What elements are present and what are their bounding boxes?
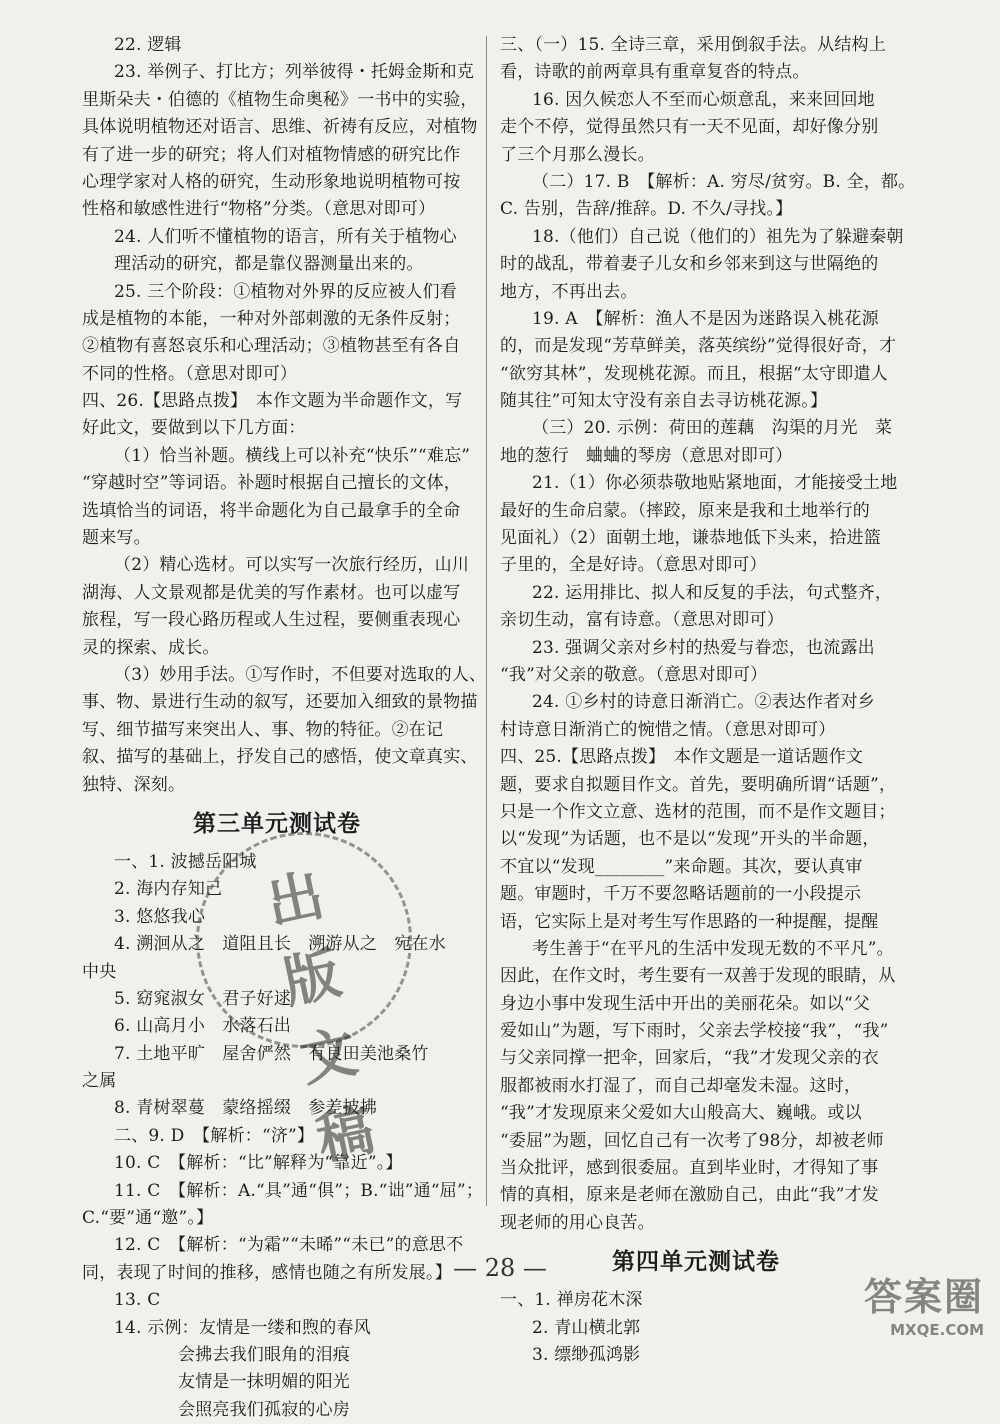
text-line: 3. 缥缈孤鸿影 [532, 1344, 641, 1365]
text-line: 7. 土地平旷 屋舍俨然 有良田美池桑竹 [114, 1043, 429, 1064]
text-line: 走个不停，觉得虽然只有一天不见面，却好像分别 [500, 117, 879, 138]
text-line: 时的战乱，带着妻子儿女和乡邻来到这与世隔绝的 [500, 254, 879, 275]
text-line: 旅程，写一段心路历程或人生过程，要侧重表现心 [82, 610, 461, 631]
text-line: 不同的性格。（意思对即可） [82, 363, 298, 384]
text-line: 爱如山”为题，写下雨时，父亲去学校接“我”，“我” [500, 1021, 889, 1042]
right-top-lines [500, 32, 916, 1237]
text-line: C. 告别，告辞/推辞。D. 不久/寻找。】 [500, 199, 793, 220]
text-line: 地方，不再出去。 [500, 281, 638, 302]
stamp-text: 出版文稿 [261, 861, 380, 1173]
text-line: 考生善于“在平凡的生活中发现无数的不平凡”。 [532, 938, 894, 959]
text-line: 现老师的用心良苦。 [500, 1212, 655, 1233]
text-line: 叙、描写的基础上，抒发自己的感悟，使文章真实、 [82, 747, 478, 768]
text-line: 2. 青山横北郭 [532, 1317, 641, 1338]
text-line: 不宜以“发现________”来命题。其次，要认真审 [500, 856, 863, 877]
text-line: 22. 运用排比、拟人和反复的手法，句式整齐， [532, 582, 893, 603]
text-line: 会照亮我们孤寂的心房 [178, 1399, 350, 1420]
text-line: ②植物有喜怒哀乐和心理活动；③植物甚至有各自 [82, 336, 461, 357]
text-line: 与父亲同撑一把伞，回家后，“我”才发现父亲的衣 [500, 1048, 879, 1069]
text-line: 写、细节描写来突出人、事、物的特征。②在记 [82, 719, 444, 740]
left-column [82, 32, 487, 1424]
text-line: 同，表现了时间的推移，感情也随之有所发展。】 [82, 1262, 452, 1283]
text-line: 选填恰当的词语，将半命题化为自己最拿手的全命 [82, 500, 461, 521]
text-line: 子里的，全是好诗。（意思对即可） [500, 555, 767, 576]
text-line: 看，诗歌的前两章具有重章复沓的特点。 [500, 62, 810, 83]
text-line: 4. 溯洄从之 道阻且长 溯游从之 宛在水 [114, 934, 446, 955]
text-line: 语，它实际上是对考生写作思路的一种提醒，提醒 [500, 911, 879, 932]
text-line: （1）恰当补题。横线上可以补充“快乐”“难忘” [114, 445, 471, 466]
text-line: 好此文，要做到以下几方面： [82, 418, 306, 439]
text-line: 22. 逻辑 [114, 35, 182, 55]
text-line: 成是植物的本能，一种对外部刺激的无条件反射； [82, 308, 461, 329]
text-line: 13. C [114, 1290, 161, 1311]
text-line: “我”对父亲的敬意。（意思对即可） [500, 664, 768, 685]
column-divider [486, 36, 487, 1206]
text-line: 最好的生命启蒙。（摔跤，原来是我和土地举行的 [500, 500, 870, 521]
text-line: 10. C 【解析：“比”解释为“靠近”。】 [114, 1153, 403, 1174]
text-line: 18.（他们）自己说（他们的）祖先为了躲避秦朝 [532, 226, 904, 247]
text-line: （三）20. 示例：荷田的莲藕 沟渠的月光 菜 [532, 418, 893, 439]
text-line: 灵的探索、成长。 [82, 637, 220, 658]
text-line: 友情是一抹明媚的阳光 [178, 1372, 350, 1393]
text-line: 情的真相，原来是老师在激励自己，由此“我”才发 [500, 1185, 879, 1206]
text-line: 会拂去我们眼角的泪痕 [178, 1344, 350, 1365]
text-line: 只是一个作文立意、选材的范围，而不是作文题目； [500, 801, 896, 822]
text-line: 12. C 【解析：“为霜”“未晞”“未已”的意思不 [114, 1235, 464, 1256]
watermark [864, 1266, 984, 1339]
text-line: 的，而是发现“芳草鲜美，落英缤纷”觉得很好奇，才 [500, 336, 897, 357]
page-number: — 28 — [453, 1254, 547, 1282]
text-line: 了三个月那么漫长。 [500, 144, 655, 165]
text-line: 当众批评，感到很委屈。直到毕业时，才得知了事 [500, 1158, 879, 1179]
text-line: 5. 窈窕淑女 君子好逑 [114, 988, 292, 1009]
text-line: 题，要求自拟题目作文。首先，要明确所谓“话题”， [500, 774, 897, 795]
text-line: 11. C 【解析：A.“具”通“俱”；B.“诎”通“屈”； [114, 1180, 484, 1201]
unit-three-heading: 第三单元测试卷 [193, 810, 361, 837]
text-line: 3. 悠悠我心 [114, 906, 206, 927]
text-line: 独特、深刻。 [82, 774, 186, 795]
text-line: 题来写。 [82, 528, 151, 549]
text-line: 因此，在作文时，考生要有一双善于发现的眼睛，从 [500, 966, 896, 987]
text-line: 有了进一步的研究；将人们对植物情感的研究比作 [82, 144, 461, 165]
text-line: 村诗意日渐消亡的惋惜之情。（意思对即可） [500, 719, 836, 740]
text-line: “委屈”为题，回忆自己有一次考了98分，却被老师 [500, 1130, 884, 1151]
text-line: 19. A 【解析：渔人不是因为迷路误入桃花源 [532, 308, 879, 329]
text-line: 心理学家对人格的研究，生动形象地说明植物可按 [82, 171, 461, 192]
text-line: 6. 山高月小 水落石出 [114, 1016, 292, 1037]
text-line: 二、9. D 【解析：“济”】 [114, 1125, 315, 1146]
text-line: 16. 因久候恋人不至而心烦意乱，来来回回地 [532, 89, 875, 110]
text-line: 随其往”可知太守没有亲自去寻访桃花源。】 [500, 391, 828, 412]
text-line: “欲穷其林”，发现桃花源。而且，根据“太守即遣人 [500, 363, 888, 384]
text-line: 四、26.【思路点拨】 本作文题为半命题作文，写 [82, 391, 463, 412]
text-line: 25. 三个阶段：①植物对外界的反应被人们看 [114, 281, 457, 302]
text-line: 8. 青树翠蔓 蒙络摇缀 参差披拂 [114, 1098, 378, 1119]
text-line: 身边小事中发现生活中开出的美丽花朵。如以“父 [500, 993, 871, 1014]
text-line: 见面礼）（2）面朝土地，谦恭地低下头来，拾进篮 [500, 528, 881, 549]
text-line: 事、物、景进行生动的叙写，还要加入细致的景物描 [82, 692, 478, 713]
text-line: 中央 [82, 961, 117, 982]
text-line: 理活动的研究，都是靠仪器测量出来的。 [114, 254, 424, 275]
text-line: 21.（1）你必须恭敬地贴紧地面，才能接受土地 [532, 473, 898, 494]
text-line: （2）精心选材。可以实写一次旅行经历，山川 [114, 555, 470, 576]
text-line: “穿越时空”等词语。补题时根据自己擅长的文体， [82, 473, 461, 494]
text-line: 地的葱行 蛐蛐的琴房（意思对即可） [500, 445, 793, 466]
text-line: “我”才发现原来父爱如大山般高大、巍峨。或以 [500, 1103, 862, 1124]
text-line: C.“要”通“邀”。】 [82, 1208, 214, 1229]
text-line: 23. 强调父亲对乡村的热爱与眷恋，也流露出 [532, 637, 875, 658]
text-line: 湖海、人文景观都是优美的写作素材。也可以虚写 [82, 582, 461, 603]
watermark-logo: 答案圈 [863, 1275, 984, 1319]
text-line: 24. ①乡村的诗意日渐消亡。②表达作者对乡 [532, 692, 875, 713]
text-line: 四、25.【思路点拨】 本作文题是一道话题作文 [500, 747, 864, 768]
text-line: 服都被雨水打湿了，而自己却毫发未湿。这时， [500, 1075, 862, 1096]
right-bottom-lines [500, 1287, 892, 1369]
text-line: 之属 [82, 1071, 117, 1092]
text-line: 2. 海内存知己 [114, 879, 223, 900]
text-line: 23. 举例子、打比方；列举彼得・托姆金斯和克 [114, 62, 475, 83]
text-line: 一、1. 波撼岳阳城 [114, 851, 257, 872]
text-line: 三、（一）15. 全诗三章，采用倒叙手法。从结构上 [500, 35, 886, 55]
text-line: 性格和敏感性进行“物格”分类。（意思对即可） [82, 199, 436, 220]
text-line: 14. 示例：友情是一缕和煦的春风 [114, 1317, 371, 1338]
unit-four-heading: 第四单元测试卷 [612, 1249, 780, 1276]
left-top-lines [82, 32, 487, 799]
text-line: 一、1. 禅房花木深 [500, 1290, 643, 1311]
watermark-site: MXQE.COM [890, 1321, 984, 1339]
text-line: 具体说明植物还对语言、思维、祈祷有反应，对植物 [82, 117, 478, 138]
text-line: 以“发现”为话题，也不是以“发现”开头的半命题， [500, 829, 880, 850]
text-line: （3）妙用手法。①写作时，不但要对选取的人、 [114, 664, 487, 685]
text-line: 24. 人们听不懂植物的语言，所有关于植物心 [114, 226, 457, 247]
text-line: 里斯朵夫・伯德的《植物生命奥秘》一书中的实验， [82, 89, 478, 110]
text-line: 亲切生动，富有诗意。（意思对即可） [500, 610, 784, 631]
right-column [500, 32, 916, 1369]
text-line: 题。审题时，千万不要忽略话题前的一小段提示 [500, 884, 862, 905]
text-line: （二）17. B 【解析：A. 穷尽/贫穷。B. 全，都。 [532, 171, 916, 192]
